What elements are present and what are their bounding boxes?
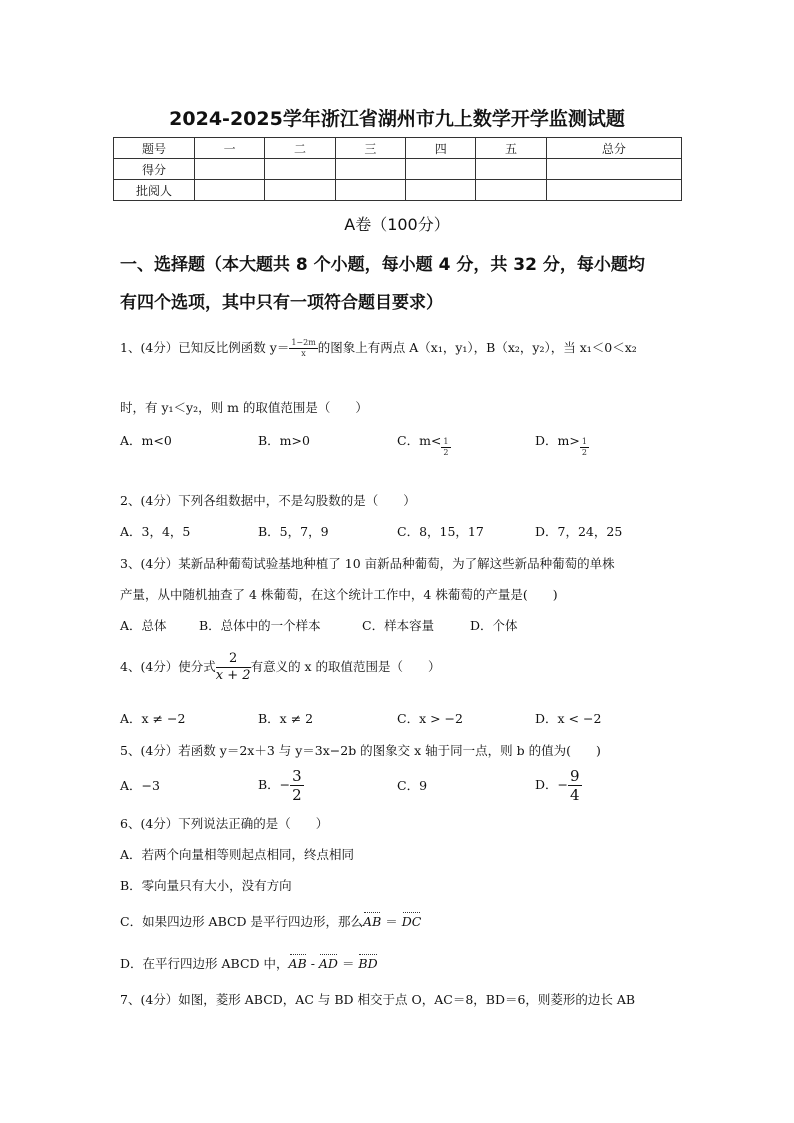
- section-a-heading: A卷（100分）: [344, 215, 450, 234]
- score-header-cell: 二: [265, 138, 335, 159]
- q3-option-b[interactable]: B．总体中的一个样本: [199, 618, 321, 633]
- q3-option-a[interactable]: A．总体: [120, 618, 167, 633]
- q5-option-b[interactable]: [258, 767, 304, 804]
- q5-d-frac-num: 9: [570, 767, 580, 785]
- q6-option-c[interactable]: [120, 912, 421, 930]
- section-1-heading-line2: 有四个选项，其中只有一项符合题目要求）: [120, 293, 443, 313]
- q6-c-vector-2: DC: [401, 914, 422, 929]
- q5-option-d-label: D．−: [535, 777, 568, 792]
- score-table: [113, 137, 682, 201]
- q1-c-frac-num: 1: [443, 437, 449, 446]
- q5-b-frac-den: 2: [292, 786, 302, 804]
- question-5-stem: 5、(4分）若函数 y＝2x＋3 与 y＝3x−2b 的图象交 x 轴于同一点，则 b 的值为( ): [120, 743, 601, 758]
- question-1-stem-line2: 时，有 y₁＜y₂，则 m 的取值范围是（ ）: [120, 400, 368, 415]
- q4-frac-den: x + 2: [215, 668, 251, 683]
- grader-cell[interactable]: [476, 180, 546, 201]
- q1-c-frac-den: 2: [443, 448, 449, 457]
- question-7-stem: 7、(4分）如图，菱形 ABCD，AC 与 BD 相交于点 O，AC＝8，BD＝6，则菱形的边长 AB: [120, 992, 636, 1007]
- score-cell[interactable]: [406, 159, 476, 180]
- q4-option-a[interactable]: A．x ≠ −2: [120, 711, 186, 726]
- q2-option-c[interactable]: C．8，15，17: [397, 524, 484, 539]
- score-table-row-grader: [114, 180, 682, 201]
- q2-option-a[interactable]: A．3，4，5: [120, 524, 191, 539]
- q4-prefix: 4、(4分）使分式: [120, 659, 216, 674]
- q5-option-b-label: B．−: [258, 777, 291, 792]
- q6-d-vector-3: BD: [358, 956, 378, 971]
- q4-suffix: 有意义的 x 的取值范围是（ ）: [250, 659, 441, 674]
- q1-option-c-fraction: [441, 437, 450, 458]
- q6-option-c-label: C．如果四边形 ABCD 是平行四边形，那么: [120, 914, 364, 929]
- grader-cell[interactable]: [265, 180, 335, 201]
- question-3-stem-line1: 3、(4分）某新品种葡萄试验基地种植了 10 亩新品种葡萄，为了解这些新品种葡萄的单株: [120, 556, 615, 571]
- q1-option-b[interactable]: B．m>0: [258, 433, 310, 448]
- score-cell[interactable]: [335, 159, 405, 180]
- score-header-cell: 总分: [546, 138, 681, 159]
- score-header-cell: 一: [195, 138, 265, 159]
- q6-c-vector-1: AB: [363, 914, 382, 929]
- q1-d-frac-den: 2: [581, 448, 587, 457]
- score-row-label: 批阅人: [114, 180, 195, 201]
- q1-frac-den: x: [301, 349, 306, 358]
- score-row-label: 得分: [114, 159, 195, 180]
- q5-option-d-fraction: [568, 767, 582, 804]
- score-cell[interactable]: [546, 159, 681, 180]
- q1-option-d-fraction: [580, 437, 589, 458]
- q1-option-c-label: C．m<: [397, 433, 442, 448]
- q6-c-equals: ＝: [381, 914, 402, 929]
- score-header-cell: 五: [476, 138, 546, 159]
- score-cell[interactable]: [195, 159, 265, 180]
- q3-option-d[interactable]: D．个体: [470, 618, 518, 633]
- q5-option-d[interactable]: [535, 767, 582, 804]
- q3-option-c[interactable]: C．样本容量: [362, 618, 435, 633]
- q5-option-a[interactable]: A．−3: [120, 778, 160, 793]
- q4-fraction: [216, 651, 251, 684]
- q1-option-c[interactable]: [397, 431, 451, 458]
- question-3-stem-line2: 产量，从中随机抽查了 4 株葡萄，在这个统计工作中，4 株葡萄的产量是( ): [120, 587, 558, 602]
- q4-option-c[interactable]: C．x > −2: [397, 711, 463, 726]
- score-header-cell: 四: [406, 138, 476, 159]
- q1-fraction: [289, 338, 317, 359]
- q6-d-minus: -: [306, 956, 319, 971]
- q4-option-b[interactable]: B．x ≠ 2: [258, 711, 314, 726]
- score-cell[interactable]: [265, 159, 335, 180]
- q1-option-d-label: D．m>: [535, 433, 580, 448]
- q5-d-frac-den: 4: [570, 786, 580, 804]
- score-header-cell: 三: [335, 138, 405, 159]
- q2-option-b[interactable]: B．5，7，9: [258, 524, 329, 539]
- q1-suffix: 的图象上有两点 A（x₁，y₁），B（x₂，y₂），当 x₁＜0＜x₂: [317, 340, 637, 355]
- grader-cell[interactable]: [406, 180, 476, 201]
- q5-option-b-fraction: [290, 767, 304, 804]
- q1-d-frac-num: 1: [581, 437, 587, 446]
- q5-option-c[interactable]: C．9: [397, 778, 428, 793]
- q6-option-b[interactable]: B．零向量只有大小，没有方向: [120, 878, 292, 893]
- q1-option-d[interactable]: [535, 431, 589, 458]
- question-4-stem: [120, 651, 441, 684]
- q5-b-frac-num: 3: [292, 767, 302, 785]
- q6-d-vector-1: AB: [288, 956, 307, 971]
- question-2-stem: 2、(4分）下列各组数据中，不是勾股数的是（ ）: [120, 493, 416, 508]
- q1-prefix: 1、(4分）已知反比例函数 y＝: [120, 340, 290, 355]
- grader-cell[interactable]: [335, 180, 405, 201]
- q2-option-d[interactable]: D．7，24，25: [535, 524, 623, 539]
- q4-option-d[interactable]: D．x < −2: [535, 711, 602, 726]
- q6-d-vector-2: AD: [318, 956, 338, 971]
- grader-cell[interactable]: [195, 180, 265, 201]
- q6-option-d-label: D．在平行四边形 ABCD 中，: [120, 956, 289, 971]
- score-cell[interactable]: [476, 159, 546, 180]
- score-header-cell: 题号: [114, 138, 195, 159]
- q1-option-a[interactable]: A．m<0: [120, 433, 172, 448]
- grader-cell[interactable]: [546, 180, 681, 201]
- q6-d-equals: ＝: [337, 956, 359, 971]
- q4-frac-num: 2: [216, 651, 251, 668]
- score-table-row-score: [114, 159, 682, 180]
- q1-frac-num: 1−2m: [291, 338, 316, 347]
- section-1-heading-line1: 一、选择题（本大题共 8 个小题，每小题 4 分，共 32 分，每小题均: [120, 255, 645, 275]
- exam-title: 2024-2025学年浙江省湖州市九上数学开学监测试题: [169, 108, 625, 130]
- score-table-header-row: [114, 138, 682, 159]
- q6-option-d[interactable]: [120, 954, 378, 972]
- question-6-stem: 6、(4分）下列说法正确的是（ ）: [120, 816, 329, 831]
- q6-option-a[interactable]: A．若两个向量相等则起点相同，终点相同: [120, 847, 355, 862]
- question-1-stem: [120, 338, 637, 359]
